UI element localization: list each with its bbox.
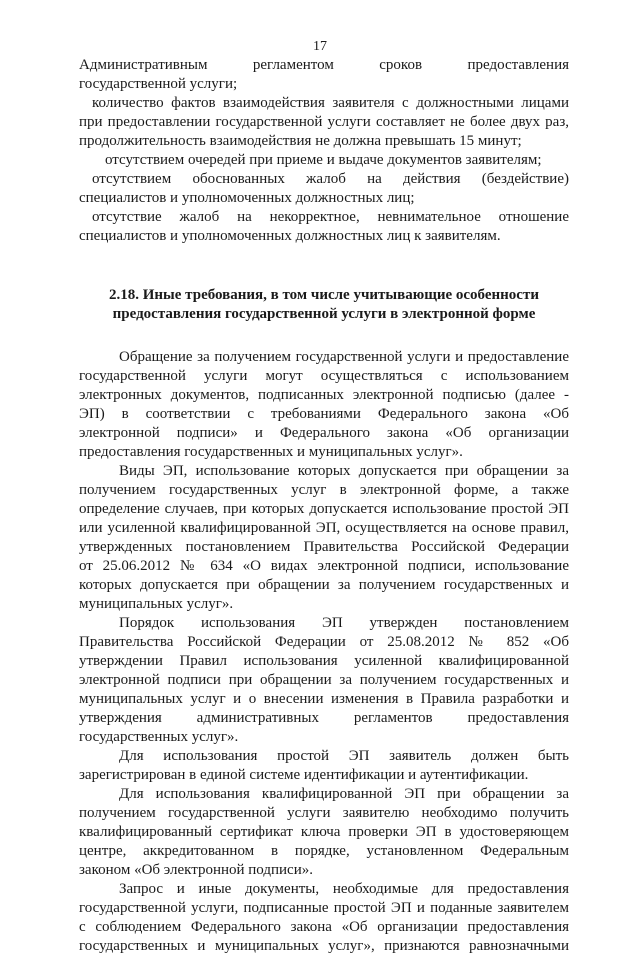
text-line: определение случаев, при которых допускается использование простой ЭП: [79, 501, 569, 517]
text-line: законом «Об электронной подписи».: [79, 862, 313, 878]
text-line: Обращение за получением государственной услуги и предоставление: [119, 349, 569, 365]
text-line: государственной услуги могут осуществляться с использованием: [79, 368, 569, 384]
section-heading-line: предоставления государственной услуги в электронной форме: [112, 306, 536, 322]
paragraph: [79, 348, 569, 462]
text-line: отсутствием обоснованных жалоб на действия (бездействие): [92, 171, 569, 187]
text-line: получением государственных услуг в электронной форме, а также: [79, 482, 569, 498]
text-line: утверждении Правил использования усиленной квалифицированной: [79, 653, 569, 669]
paragraph: [79, 785, 569, 880]
text-line: или усиленной квалифицированной ЭП, осуществляется на основе правил,: [79, 520, 569, 536]
paragraph: [79, 56, 569, 94]
paragraph: [79, 151, 569, 170]
text-line: от 25.06.2012 № 634 «О видах электронной подписи, использование: [79, 558, 569, 574]
text-line: получением государственной услуги заявителю необходимо получить: [79, 805, 569, 821]
text-line: зарегистрирован в единой системе идентификации и аутентификации.: [79, 767, 529, 783]
requirements-list: [79, 56, 569, 246]
document-body: [79, 56, 569, 956]
text-line: утверждения административных регламентов предоставления: [79, 710, 569, 726]
text-line: предоставления государственных и муниципальных услуг».: [79, 444, 463, 460]
text-line: муниципальных услуг и о внесении изменения в Правила разработки и: [79, 691, 569, 707]
text-line: Запрос и иные документы, необходимые для предоставления: [119, 881, 569, 897]
text-line: Для использования квалифицированной ЭП при обращении за: [119, 786, 569, 802]
text-line: Для использования простой ЭП заявитель должен быть: [119, 748, 569, 764]
paragraph: [79, 614, 569, 747]
paragraph: [79, 747, 569, 785]
section-heading-line: 2.18. Иные требования, в том числе учитывающие особенности: [109, 287, 539, 303]
text-line: государственной услуги, подписанные простой ЭП и поданные заявителем: [79, 900, 569, 916]
section-heading: [79, 286, 569, 324]
paragraph: [79, 462, 569, 614]
text-line: государственной услуги;: [79, 76, 238, 92]
text-line: центре, аккредитованном в порядке, установленном Федеральным: [79, 843, 569, 859]
text-line: которых допускается при обращении за получением государственных и: [79, 577, 569, 593]
paragraph: [79, 94, 569, 151]
text-line: с соблюдением Федерального закона «Об организации предоставления: [79, 919, 569, 935]
text-line: квалифицированный сертификат ключа проверки ЭП в удостоверяющем: [79, 824, 569, 840]
text-line: отсутствие жалоб на некорректное, невнимательное отношение: [92, 209, 569, 225]
text-line: при предоставлении государственной услуги составляет не более двух раз,: [79, 114, 569, 130]
text-line: Виды ЭП, использование которых допускается при обращении за: [119, 463, 569, 479]
text-line: электронной подписи при обращении за получением государственных и: [79, 672, 569, 688]
text-line: государственных услуг».: [79, 729, 239, 745]
text-line: отсутствием очередей при приеме и выдаче документов заявителям;: [105, 152, 542, 168]
paragraph: [79, 208, 569, 246]
text-line: Правительства Российской Федерации от 25.08.2012 № 852 «Об: [79, 634, 569, 650]
text-line: государственных и муниципальных услуг», признаются равнозначными: [79, 938, 569, 954]
section-body: [79, 348, 569, 956]
text-line: Порядок использования ЭП утвержден постановлением: [119, 615, 569, 631]
paragraph: [79, 170, 569, 208]
text-line: ЭП) в соответствии с требованиями Федерального закона «Об: [79, 406, 569, 422]
text-line: электронной подписи» и Федерального закона «Об организации: [79, 425, 569, 441]
text-line: Административным регламентом сроков предоставления: [79, 57, 569, 73]
text-line: количество фактов взаимодействия заявителя с должностными лицами: [92, 95, 569, 111]
text-line: специалистов и уполномоченных должностных лиц к заявителям.: [79, 228, 501, 244]
text-line: муниципальных услуг».: [79, 596, 234, 612]
text-line: электронных документов, подписанных электронной подписью (далее -: [79, 387, 569, 403]
page-number: 17: [313, 39, 327, 54]
paragraph: [79, 880, 569, 956]
text-line: продолжительность взаимодействия не должна превышать 15 минут;: [79, 133, 522, 149]
text-line: утвержденных постановлением Правительства Российской Федерации: [79, 539, 569, 555]
text-line: специалистов и уполномоченных должностных лиц;: [79, 190, 415, 206]
